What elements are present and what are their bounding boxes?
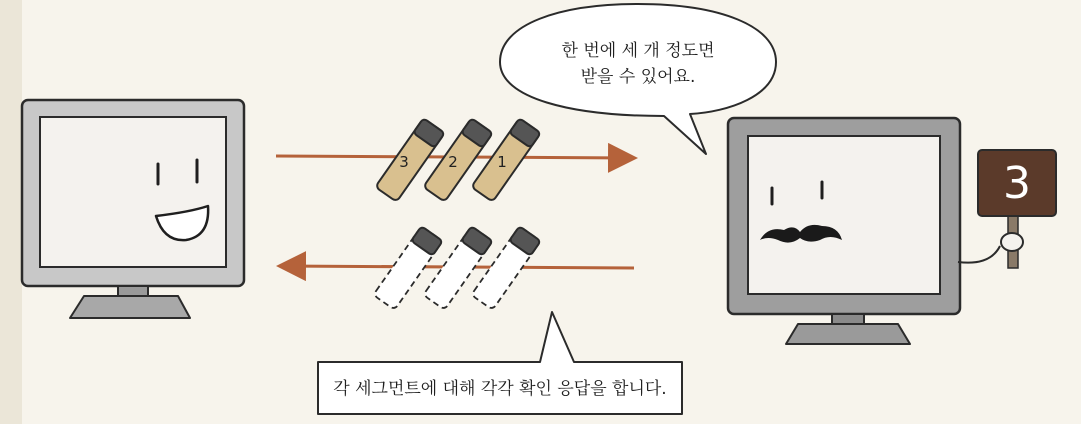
- ack-callout-text: 각 세그먼트에 대해 각각 확인 응답을 합니다.: [333, 379, 667, 399]
- segment-3-label: 3: [399, 153, 409, 171]
- receiver-stand-neck: [832, 314, 864, 324]
- receiver-hand: [1001, 233, 1023, 251]
- receiver-stand-base: [786, 324, 910, 344]
- segment-2-label: 2: [448, 153, 458, 171]
- sender-stand-neck: [118, 286, 148, 296]
- speech-bubble-line-2: 받을 수 있어요.: [580, 67, 696, 87]
- sender-monitor-screen: [40, 117, 226, 267]
- speech-bubble-line-1: 한 번에 세 개 정도면: [561, 41, 715, 61]
- left-edge-shade: [0, 0, 22, 424]
- receiver-monitor-screen: [748, 136, 940, 294]
- receiver-sign-number: 3: [1003, 158, 1031, 209]
- segment-1-label: 1: [497, 153, 507, 171]
- sender-monitor: [22, 100, 244, 318]
- sender-stand-base: [70, 296, 190, 318]
